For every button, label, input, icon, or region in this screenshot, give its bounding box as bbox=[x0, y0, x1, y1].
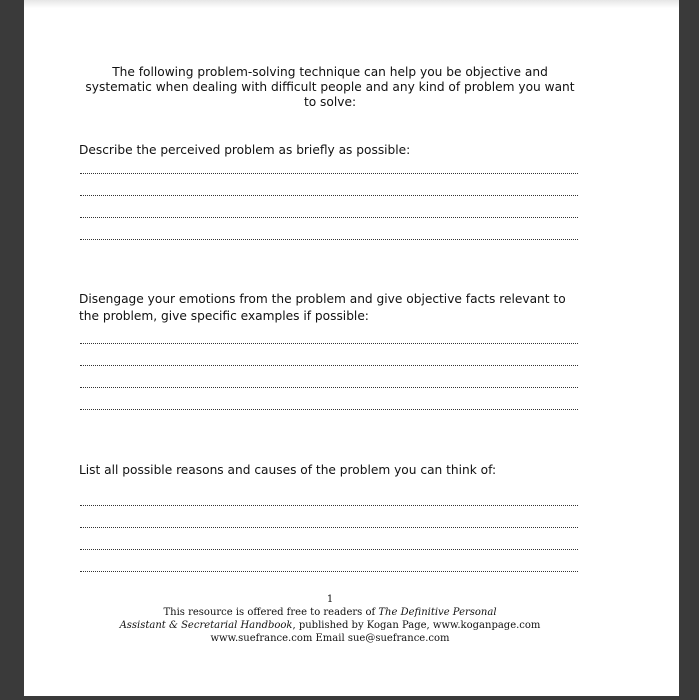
answer-line-reasons-1[interactable] bbox=[80, 505, 578, 506]
answer-line-reasons-2[interactable] bbox=[80, 527, 578, 528]
answer-line-facts-2[interactable] bbox=[80, 365, 578, 366]
footer-book-title-part2: Assistant & Secretarial Handbook bbox=[119, 620, 293, 631]
page-top-edge bbox=[24, 0, 679, 8]
answer-line-facts-1[interactable] bbox=[80, 343, 578, 344]
intro-paragraph: The following problem-solving technique can help you be objective and systematic when dealing with difficult people and any kind of problem you want to solve: bbox=[85, 65, 575, 109]
viewer-bottom-margin bbox=[0, 696, 699, 700]
footer-contact: www.suefrance.com Email sue@suefrance.com bbox=[210, 633, 450, 644]
footer-book-title-part1: The Definitive Personal bbox=[378, 607, 497, 618]
answer-line-facts-4[interactable] bbox=[80, 409, 578, 410]
page-number: 1 bbox=[326, 594, 334, 605]
viewer-left-margin bbox=[0, 0, 24, 700]
answer-line-reasons-4[interactable] bbox=[80, 571, 578, 572]
footer-credit-prefix: This resource is offered free to readers of bbox=[163, 607, 379, 618]
answer-line-describe-2[interactable] bbox=[80, 195, 578, 196]
answer-line-describe-4[interactable] bbox=[80, 239, 578, 240]
prompt-objective-facts: Disengage your emotions from the problem and give objective facts relevant to the problem, give specific examples if possible: bbox=[79, 292, 566, 323]
prompt-describe-problem: Describe the perceived problem as briefly as possible: bbox=[79, 143, 411, 157]
answer-line-describe-3[interactable] bbox=[80, 217, 578, 218]
answer-line-reasons-3[interactable] bbox=[80, 549, 578, 550]
page-footer bbox=[80, 593, 580, 645]
answer-line-facts-3[interactable] bbox=[80, 387, 578, 388]
footer-publisher: , published by Kogan Page, www.koganpage.com bbox=[292, 620, 541, 631]
prompt-reasons-causes: List all possible reasons and causes of the problem you can think of: bbox=[79, 463, 497, 477]
viewer-right-margin bbox=[679, 0, 699, 700]
answer-line-describe-1[interactable] bbox=[80, 173, 578, 174]
